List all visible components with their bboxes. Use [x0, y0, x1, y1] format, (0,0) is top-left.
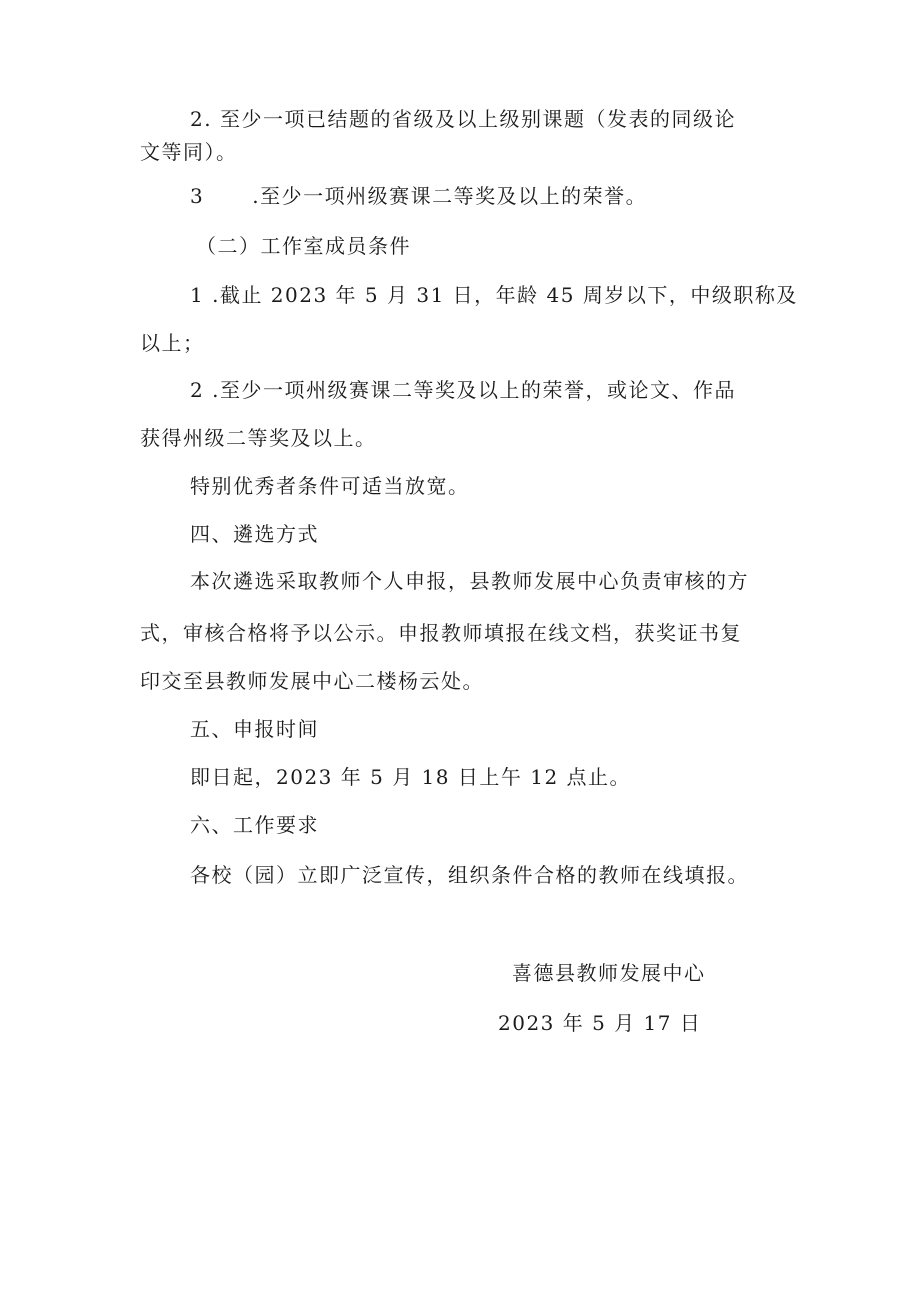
section4-line2: 式，审核合格将予以公示。申报教师填报在线文档，获奖证书复 — [140, 621, 742, 645]
section6-text: 各校（园）立即广泛宣传，组织条件合格的教师在线填报。 — [190, 863, 749, 887]
item2-line2: 文等同）。 — [140, 140, 238, 164]
member2-line2: 获得州级二等奖及以上。 — [140, 426, 377, 450]
item2-line1: 2. 至少一项已结题的省级及以上级别课题（发表的同级论 — [190, 107, 736, 131]
member1-line2: 以上； — [140, 331, 205, 355]
member1-line1: 1 .截止 2023 年 5 月 31 日，年龄 45 周岁以下，中级职称及 — [190, 283, 798, 307]
section4-heading: 四、遴选方式 — [190, 522, 319, 546]
signature-date: 2023 年 5 月 17 日 — [498, 1011, 702, 1035]
section5-heading: 五、申报时间 — [190, 717, 319, 741]
section6-heading: 六、工作要求 — [190, 813, 319, 837]
item3-text: .至少一项州级赛课二等奖及以上的荣誉。 — [252, 184, 648, 208]
member2-line1: 2 .至少一项州级赛课二等奖及以上的荣誉，或论文、作品 — [190, 378, 736, 402]
item3 — [190, 183, 647, 209]
signature-org: 喜德县教师发展中心 — [512, 961, 706, 985]
section5-text: 即日起，2023 年 5 月 18 日上午 12 点止。 — [190, 765, 632, 789]
special-note: 特别优秀者条件可适当放宽。 — [190, 474, 470, 498]
section-members-heading: （二）工作室成员条件 — [196, 234, 411, 258]
section4-line1: 本次遴选采取教师个人申报，县教师发展中心负责审核的方 — [190, 569, 749, 593]
item3-number: 3 — [190, 184, 205, 208]
section4-line3: 印交至县教师发展中心二楼杨云处。 — [140, 669, 484, 693]
